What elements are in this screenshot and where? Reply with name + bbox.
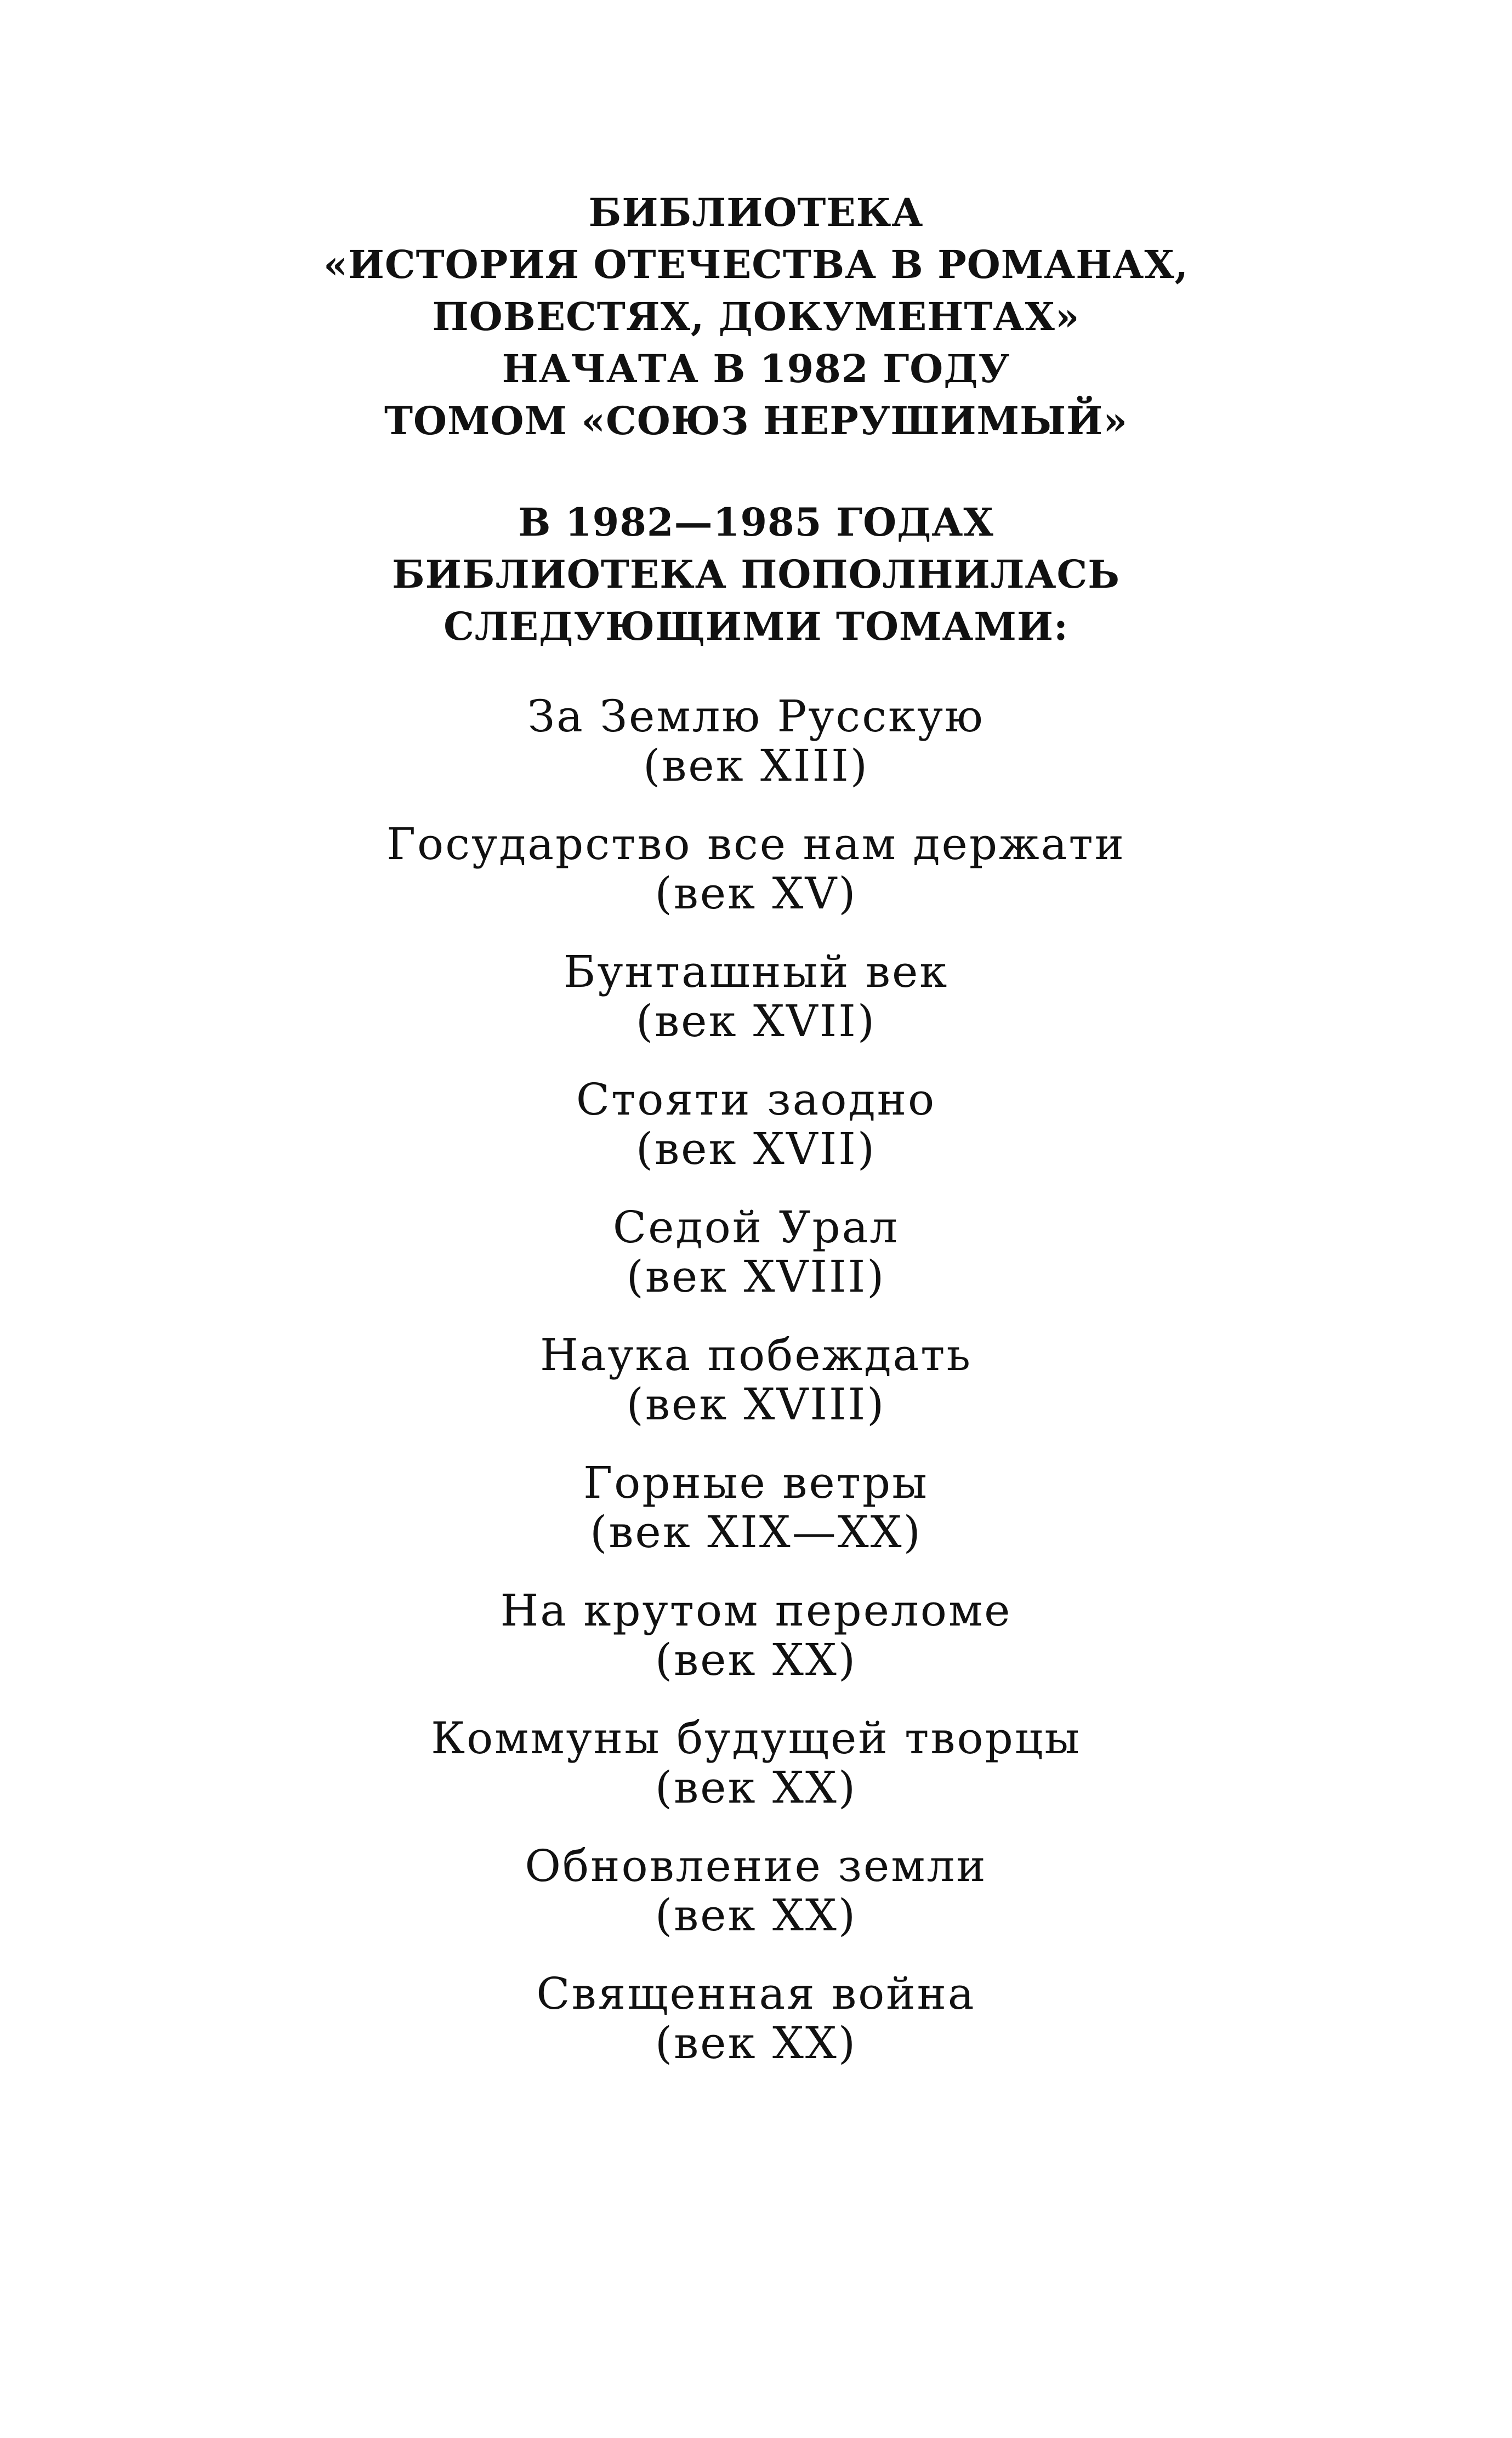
subhead-line: СЛЕДУЮЩИМИ ТОМАМИ: — [444, 604, 1068, 649]
volume-century: (век XX) — [655, 1890, 857, 1941]
volume-century: (век XVII) — [635, 1123, 877, 1174]
volume-title: На крутом переломе — [500, 1585, 1012, 1636]
intro-line: ТОМОМ «СОЮЗ НЕРУШИМЫЙ» — [384, 398, 1128, 444]
volume-entry — [0, 947, 1512, 1075]
volume-century: (век XX) — [655, 2018, 857, 2068]
volume-entry — [0, 692, 1512, 820]
volume-entry — [0, 1331, 1512, 1458]
intro-line: НАЧАТА В 1982 ГОДУ — [502, 346, 1010, 391]
volume-title: Бунташный век — [563, 946, 949, 997]
subhead-line: БИБЛИОТЕКА ПОПОЛНИЛАСЬ — [391, 552, 1120, 597]
volume-century: (век XV) — [655, 868, 857, 919]
series-intro — [0, 186, 1512, 447]
volume-entry — [0, 1969, 1512, 2097]
volume-century: (век XIII) — [643, 740, 869, 791]
volume-title: Стояти заодно — [576, 1074, 936, 1125]
volume-title: Горные ветры — [583, 1457, 929, 1508]
volumes-heading-block — [0, 496, 1512, 652]
subhead-line: В 1982—1985 ГОДАХ — [518, 499, 994, 545]
volume-entry — [0, 820, 1512, 947]
volume-century: (век XX) — [655, 1634, 857, 1685]
volume-century: (век XVIII) — [626, 1379, 886, 1430]
volume-title: Наука побеждать — [539, 1329, 972, 1380]
intro-line: «ИСТОРИЯ ОТЕЧЕСТВА В РОМАНАХ, — [323, 242, 1189, 287]
volume-title: Седой Урал — [612, 1202, 900, 1253]
volume-century: (век XVIII) — [626, 1251, 886, 1302]
intro-line: ПОВЕСТЯХ, ДОКУМЕНТАХ» — [432, 294, 1080, 339]
volume-title: Обновление земли — [525, 1840, 987, 1891]
volumes-heading — [0, 496, 1512, 652]
volume-list — [0, 692, 1512, 2097]
volume-century: (век XX) — [655, 1762, 857, 1813]
intro-line: БИБЛИОТЕКА — [588, 190, 924, 235]
series-intro-heading — [0, 186, 1512, 447]
volume-century: (век XVII) — [635, 996, 877, 1047]
volume-entry — [0, 1458, 1512, 1586]
volume-title: Государство все нам держати — [386, 819, 1126, 870]
volume-title: Священная война — [536, 1968, 976, 2019]
volume-title: За Землю Русскую — [527, 691, 985, 742]
volume-century: (век XIX—XX) — [590, 1507, 922, 1558]
volume-entry — [0, 1586, 1512, 1714]
volume-entry — [0, 1842, 1512, 1969]
volume-entry — [0, 1203, 1512, 1331]
volume-entry — [0, 1075, 1512, 1203]
volume-title: Коммуны будущей творцы — [431, 1713, 1081, 1764]
volume-entry — [0, 1714, 1512, 1842]
